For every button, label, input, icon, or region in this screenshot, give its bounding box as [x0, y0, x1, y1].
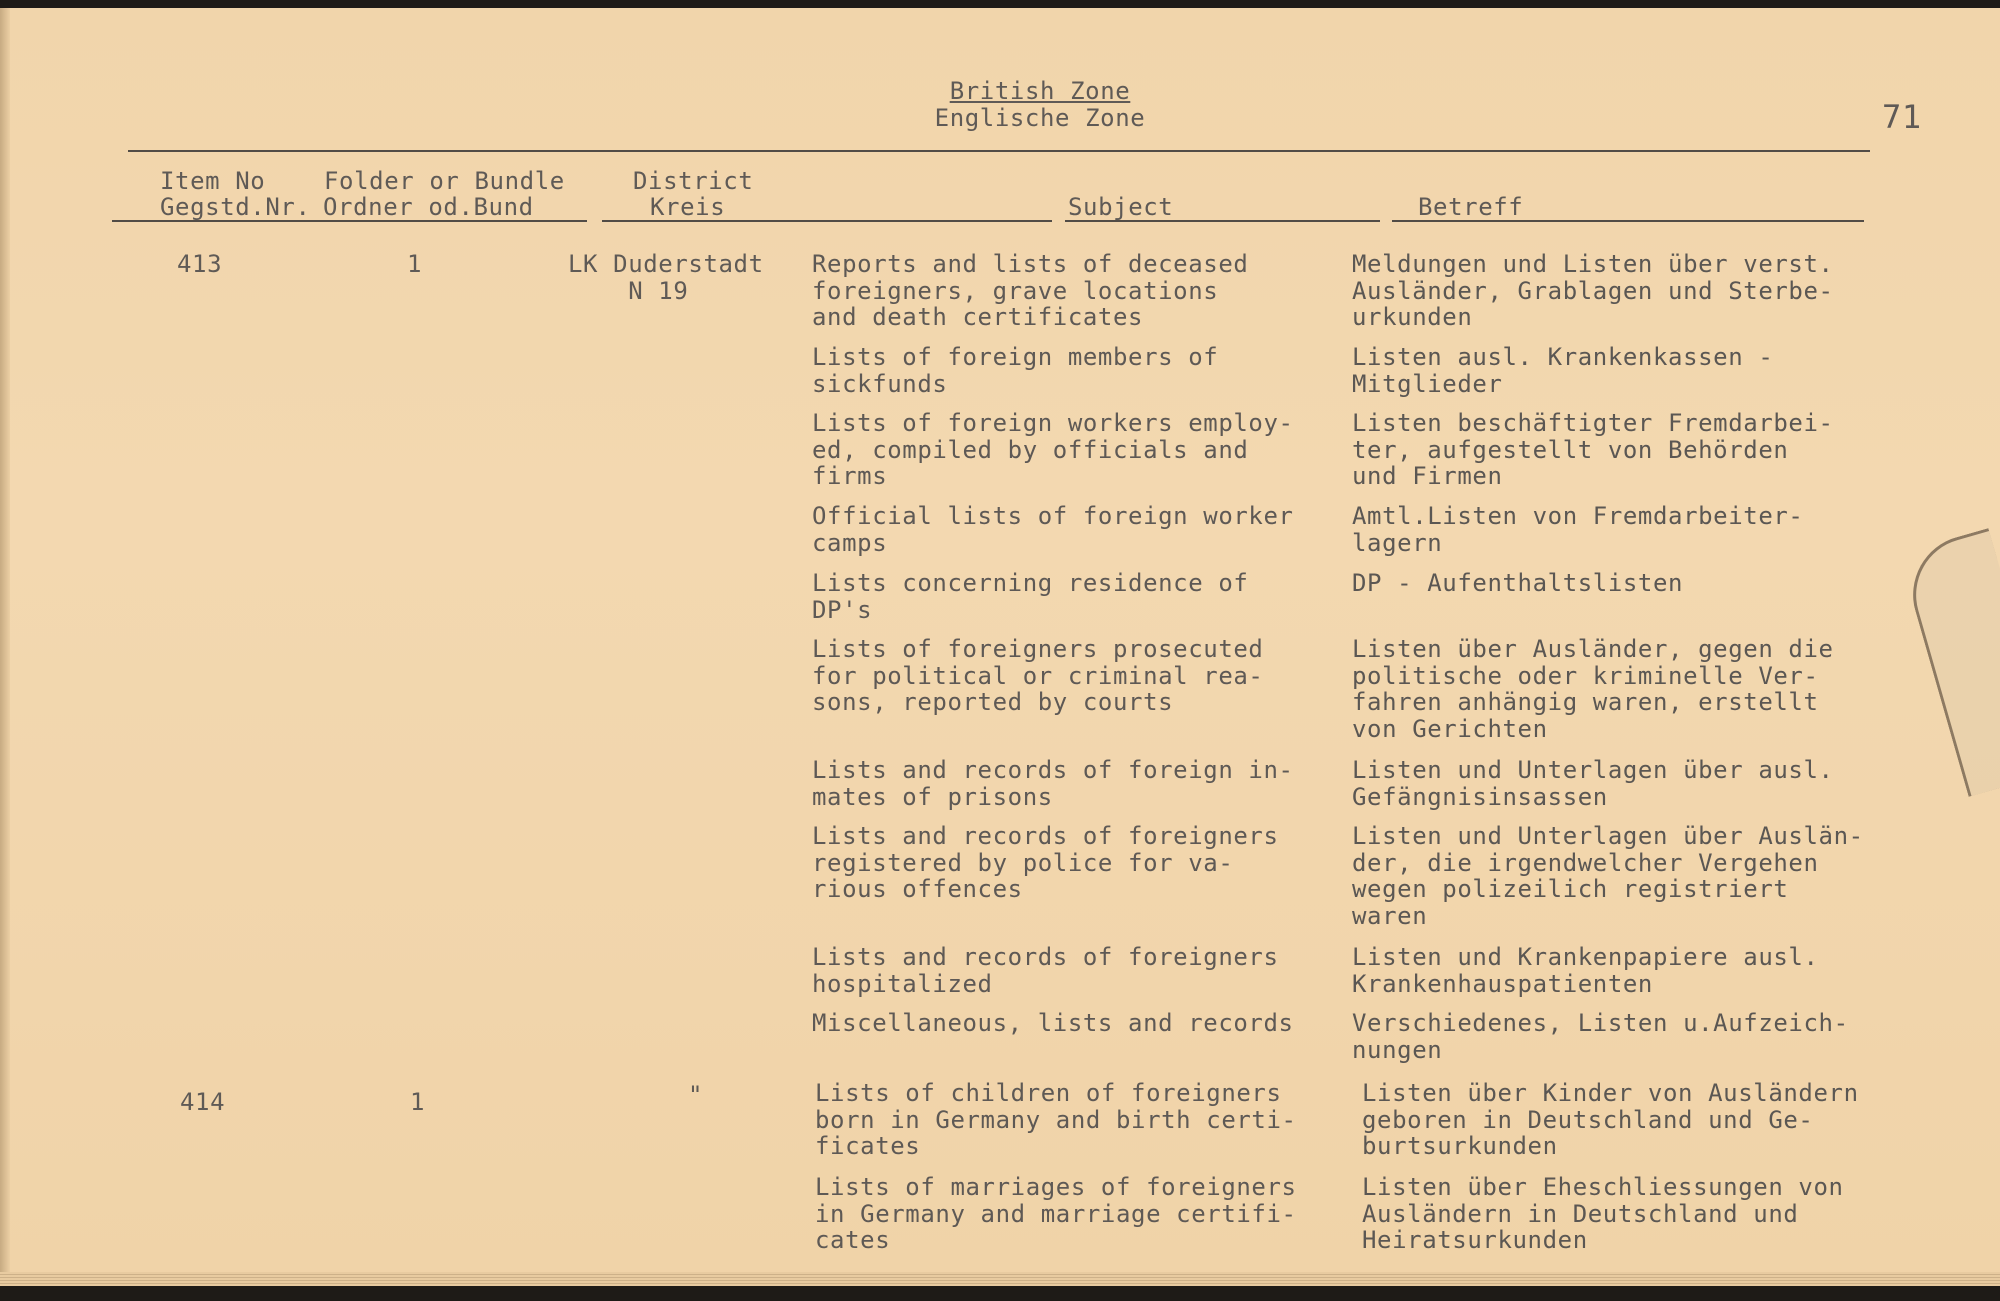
index-tab-marker [1899, 528, 2000, 797]
subject-entry: Lists of foreigners prosecuted for political or criminal rea- sons, reported by courts [812, 635, 1264, 716]
subject-entry: Lists and records of foreigners registered by police for va- rious offences [812, 822, 1279, 903]
subject-entry: Lists of foreign workers employ- ed, compiled by officials and firms [812, 409, 1294, 490]
subject-entry: Lists of foreign members of sickfunds [812, 343, 1219, 398]
subject-entry: Lists and records of foreign in- mates of prisons [812, 756, 1294, 811]
item-no: 414 [180, 1088, 226, 1116]
col-header-item-de: Gegstd.Nr. [160, 193, 311, 221]
col-header-folder-de: Ordner od.Bund [323, 193, 534, 221]
betreff-entry: Listen über Ausländer, gegen die politische oder kriminelle Ver- fahren anhängig waren, erstellt von Gerichten [1352, 635, 1834, 743]
col-header-item-en: Item No [160, 167, 266, 195]
betreff-entry: Listen beschäftigter Fremdarbei- ter, aufgestellt von Behörden und Firmen [1352, 409, 1834, 490]
district: LK Duderstadt N 19 [568, 250, 764, 305]
page-number: 71 [1882, 98, 1922, 136]
betreff-entry: Listen über Kinder von Ausländern geboren in Deutschland und Ge- burtsurkunden [1362, 1079, 1859, 1160]
betreff-entry: Amtl.Listen von Fremdarbeiter- lagern [1352, 502, 1804, 557]
page-edge-bottom [0, 1272, 2000, 1286]
col-header-subject: Subject [1068, 193, 1174, 221]
col-header-betreff: Betreff [1418, 193, 1524, 221]
betreff-entry: Meldungen und Listen über verst. Ausländer, Grablagen und Sterbe- urkunden [1352, 250, 1834, 331]
subject-entry: Lists of children of foreigners born in Germany and birth certi- ficates [815, 1079, 1297, 1160]
folder-no: 1 [407, 250, 423, 278]
betreff-entry: Listen ausl. Krankenkassen - Mitglieder [1352, 343, 1774, 398]
subject-entry: Miscellaneous, lists and records [812, 1009, 1294, 1037]
item-no: 413 [177, 250, 223, 278]
underline-betreff [1392, 220, 1864, 222]
zone-header [900, 78, 1180, 131]
subject-entry: Official lists of foreign worker camps [812, 502, 1294, 557]
subject-entry: Reports and lists of deceased foreigners, grave locations and death certificates [812, 250, 1249, 331]
betreff-entry: Listen über Eheschliessungen von Ausländern in Deutschland und Heiratsurkunden [1362, 1173, 1844, 1254]
col-header-folder-en: Folder or Bundle [324, 167, 565, 195]
subject-entry: Lists and records of foreigners hospitalized [812, 943, 1279, 998]
col-header-district-en: District [633, 167, 754, 195]
zone-title-german: Englische Zone [934, 103, 1146, 132]
page-edge-left [0, 8, 10, 1286]
folder-no: 1 [410, 1088, 426, 1116]
betreff-entry: Listen und Unterlagen über ausl. Gefängnisinsassen [1352, 756, 1834, 811]
subject-entry: Lists of marriages of foreigners in Germany and marriage certifi- cates [815, 1173, 1297, 1254]
col-header-district-de: Kreis [650, 193, 726, 221]
underline-subject [1065, 220, 1380, 222]
betreff-entry: Verschiedenes, Listen u.Aufzeich- nungen [1352, 1009, 1849, 1064]
betreff-entry: DP - Aufenthaltslisten [1352, 569, 1684, 597]
underline-item-folder [112, 220, 587, 222]
district-ditto-mark: " [688, 1081, 704, 1109]
betreff-entry: Listen und Krankenpapiere ausl. Krankenhauspatienten [1352, 943, 1819, 998]
zone-title-english: British Zone [949, 77, 1131, 105]
underline-district [602, 220, 1052, 222]
betreff-entry: Listen und Unterlagen über Auslän- der, die irgendwelcher Vergehen wegen polizeilich registriert waren [1352, 822, 1864, 930]
document-page [0, 8, 2000, 1286]
top-rule [128, 150, 1870, 152]
subject-entry: Lists concerning residence of DP's [812, 569, 1249, 624]
